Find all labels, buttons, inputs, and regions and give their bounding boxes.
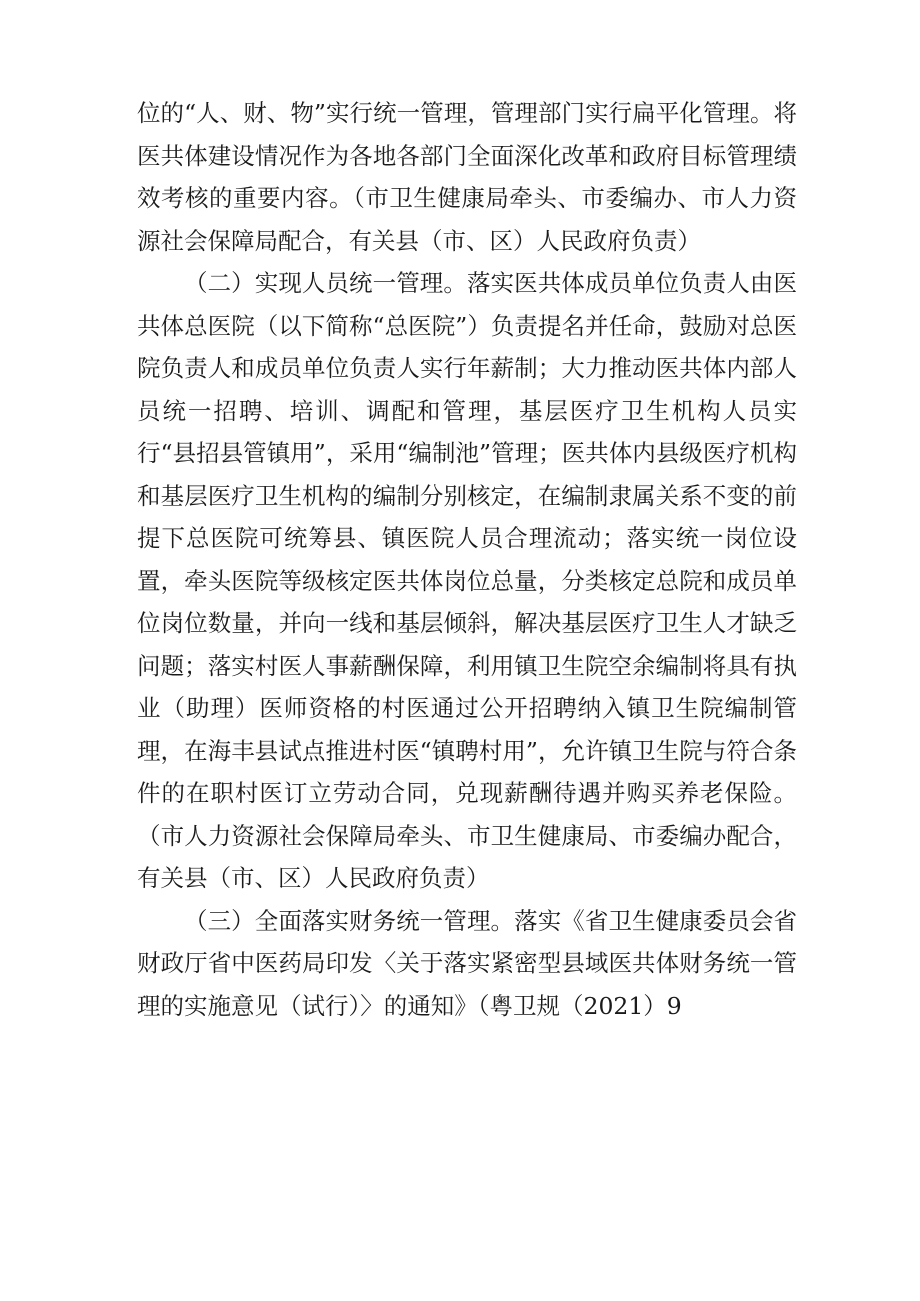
paragraph-staff-unified-management: （二）实现人员统一管理。落实医共体成员单位负责人由医共体总医院（以下简称“总医院”）负责提名并任命，鼓励对总医院负责人和成员单位负责人实行年薪制；大力推动医共体内部人员统一招聘、培训、调配和管理，基层医疗卫生机构人员实行“县招县管镇用”，采用“编制池”管理；医共体内县级医疗机构和基层医疗卫生机构的编制分别核定，在编制隶属关系不变的前提下总医院可统筹县、镇医院人员合理流动；落实统一岗位设置，牵头医院等级核定医共体岗位总量，分类核定总院和成员单位岗位数量，并向一线和基层倾斜，解决基层医疗卫生人才缺乏问题；落实村医人事薪酬保障，利用镇卫生院空余编制将具有执业（助理）医师资格的村医通过公开招聘纳入镇卫生院编制管理，在海丰县试点推进村医“镇聘村用”，允许镇卫生院与符合条件的在职村医订立劳动合同，兑现薪酬待遇并购买养老保险。（市人力资源社会保障局牵头、市卫生健康局、市委编办配合，有关县（市、区）人民政府负责） <box>137 269 797 892</box>
paragraph-personnel-finance-materials: 位的“人、财、物”实行统一管理，管理部门实行扁平化管理。将医共体建设情况作为各地各部门全面深化改革和政府目标管理绩效考核的重要内容。（市卫生健康局牵头、市委编办、市人力资源社会保障局配合，有关县（市、区）人民政府负责） <box>137 99 797 255</box>
paragraph-finance-unified-management: （三）全面落实财务统一管理。落实《省卫生健康委员会省财政厅省中医药局印发〈关于落实紧密型县域医共体财务统一管理的实施意见（试行）〉的通知》（粤卫规（2021）9 <box>137 906 797 1020</box>
document-page <box>137 92 797 1027</box>
